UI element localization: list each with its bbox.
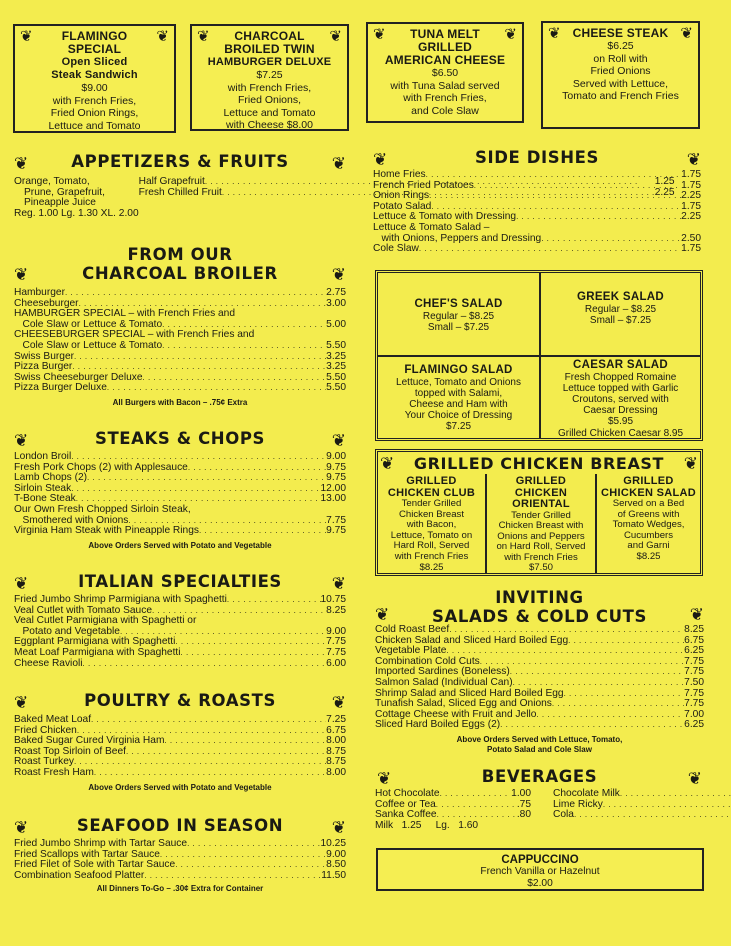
feature-title: BROILED TWIN bbox=[224, 42, 315, 56]
cold-cuts-section bbox=[375, 588, 704, 755]
feature-title: SPECIAL bbox=[67, 42, 122, 56]
cappuccino-line: French Vanilla or Hazelnut bbox=[480, 866, 600, 877]
feature-title: FLAMINGO bbox=[61, 29, 128, 43]
menu-item: Baked Meat Loaf . . . 7.25 bbox=[14, 715, 346, 726]
menu-item: Cheese Ravioli . . . 6.00 bbox=[14, 659, 346, 670]
appetizer-line: Prune, Grapefruit, bbox=[24, 186, 105, 198]
chef-salad: CHEF'S SALAD Regular – $8.25 Small – $7.25 bbox=[414, 298, 503, 333]
menu-item: Virginia Ham Steak with Pineapple Rings . . . 9.75 bbox=[14, 526, 346, 537]
feature-line: $7.25 bbox=[256, 69, 283, 81]
ornament-icon: ❦ bbox=[331, 693, 346, 712]
broiler-section bbox=[14, 245, 346, 408]
menu-item: Onion Rings . . . 2.25 bbox=[373, 191, 701, 202]
menu-item: Smothered with Onions . . . 7.75 bbox=[14, 516, 346, 527]
menu-item: Fried Filet of Sole with Tartar Sauce . . . 8.50 bbox=[14, 860, 346, 871]
appetizer-line: Reg. 1.00 Lg. 1.30 XL. 2.00 bbox=[14, 207, 139, 219]
section-note: Above Orders Served with Potato and Vegetable bbox=[88, 782, 272, 792]
ornament-icon: ❦ bbox=[14, 265, 29, 284]
menu-item: Pizza Burger . . . 3.25 bbox=[14, 362, 346, 373]
menu-item: with Onions, Peppers and Dressing . . . 2.50 bbox=[373, 234, 701, 245]
menu-item: Potato Salad . . . 1.75 bbox=[373, 202, 701, 213]
menu-item: Meat Loaf Parmigiana with Spaghetti . . . 7.75 bbox=[14, 648, 346, 659]
ornament-icon: ❦ bbox=[14, 693, 29, 712]
menu-item: Cola . . . bbox=[553, 810, 731, 821]
menu-item: Imported Sardines (Boneless) . . . 7.75 bbox=[375, 667, 704, 678]
side-dishes-section bbox=[373, 148, 701, 255]
ornament-icon: ❦ bbox=[373, 150, 388, 169]
beverages-section bbox=[375, 767, 704, 831]
menu-item: T-Bone Steak . . . 13.00 bbox=[14, 494, 346, 505]
section-title: FROM OUR bbox=[127, 245, 233, 264]
menu-item: Hamburger . . . 2.75 bbox=[14, 288, 346, 299]
section-title: ITALIAN SPECIALTIES bbox=[78, 572, 282, 591]
feature-title: GRILLED bbox=[417, 40, 473, 54]
menu-item: Sliced Hard Boiled Eggs (2) . . . 6.25 bbox=[375, 720, 704, 731]
menu-item: Swiss Burger . . . 3.25 bbox=[14, 352, 346, 363]
section-title: SIDE DISHES bbox=[474, 148, 600, 167]
milk-line: Milk 1.25 Lg. 1.60 bbox=[375, 819, 479, 831]
cappuccino-title: CAPPUCCINO bbox=[501, 854, 579, 866]
menu-item: CHEESEBURGER SPECIAL – with French Fries and bbox=[14, 329, 255, 341]
menu-item: Combination Seafood Platter . . . 11.50 bbox=[14, 871, 346, 882]
grid-divider bbox=[378, 355, 700, 357]
section-title: SALADS & COLD CUTS bbox=[432, 607, 647, 626]
ornament-icon: ❦ bbox=[377, 769, 392, 788]
menu-item: Tunafish Salad, Sliced Egg and Onions . . . 7.75 bbox=[375, 699, 704, 710]
ornament-icon: ❦ bbox=[331, 574, 346, 593]
menu-item: Combination Cold Cuts . . . 7.75 bbox=[375, 657, 704, 668]
feature-line: with Cheese $8.00 bbox=[226, 119, 313, 131]
section-title: POULTRY & ROASTS bbox=[84, 691, 276, 710]
menu-item: Lettuce & Tomato with Dressing . . . 2.25 bbox=[373, 212, 701, 223]
ornament-icon: ❦ bbox=[331, 431, 346, 450]
menu-item: Fresh Pork Chops (2) with Applesauce . . . 9.75 bbox=[14, 463, 346, 474]
menu-item: Hot Chocolate . . . 1.00 bbox=[375, 789, 531, 800]
menu-item: Home Fries . . . 1.75 bbox=[373, 170, 701, 181]
section-title: GRILLED CHICKEN BREAST bbox=[413, 454, 665, 473]
feature-line: $6.50 bbox=[431, 67, 459, 79]
menu-item: Roast Turkey . . . 8.75 bbox=[14, 757, 346, 768]
section-title: BEVERAGES bbox=[481, 767, 598, 786]
feature-line: with Tuna Salad served bbox=[390, 79, 500, 92]
ornament-icon: ❦ bbox=[680, 25, 693, 42]
menu-item: Potato and Vegetable . . . 9.00 bbox=[14, 627, 346, 638]
greek-salad: GREEK SALAD Regular – $8.25 Small – $7.25 bbox=[576, 291, 664, 326]
menu-item: Cole Slaw . . . 1.75 bbox=[373, 244, 701, 255]
menu-item: Cheeseburger . . . 3.00 bbox=[14, 299, 346, 310]
grilled-chicken-club: GRILLED CHICKEN CLUB Tender Grilled Chicken Breast with Bacon, Lettuce, Tomato on Hard Roll, Served with French Fries $8.25 bbox=[387, 475, 476, 573]
menu-item: Swiss Cheeseburger Deluxe . . . 5.50 bbox=[14, 373, 346, 384]
ornament-icon: ❦ bbox=[331, 265, 346, 284]
feature-title: CHARCOAL bbox=[234, 29, 305, 43]
ornament-icon: ❦ bbox=[331, 818, 346, 837]
grilled-chicken-oriental: GRILLED CHICKEN ORIENTAL Tender Grilled Chicken Breast with Onions and Peppers on Hard Roll, Served with French Fries $7.50 bbox=[496, 475, 586, 574]
section-title: STEAKS & CHOPS bbox=[94, 429, 266, 448]
menu-item: Shrimp Salad and Sliced Hard Boiled Egg . . . 7.75 bbox=[375, 689, 704, 700]
menu-item: Sanka Coffee . . . .80 bbox=[375, 810, 531, 821]
menu-item: Cottage Cheese with Fruit and Jello . . . 7.00 bbox=[375, 710, 704, 721]
menu-item: Fried Chicken . . . 6.75 bbox=[14, 726, 346, 737]
ornament-icon: ❦ bbox=[548, 25, 561, 42]
menu-item: London Broil . . . 9.00 bbox=[14, 452, 346, 463]
ornament-icon: ❦ bbox=[686, 150, 701, 169]
ornament-icon: ❦ bbox=[156, 28, 169, 45]
section-title: SEAFOOD IN SEASON bbox=[76, 816, 284, 835]
ornament-icon: ❦ bbox=[14, 818, 29, 837]
ornament-icon: ❦ bbox=[20, 28, 33, 45]
section-title: INVITING bbox=[495, 588, 584, 607]
menu-item: Sirloin Steak . . . 12.00 bbox=[14, 484, 346, 495]
ornament-icon: ❦ bbox=[687, 769, 702, 788]
feature-line: Lettuce and Tomato bbox=[48, 119, 141, 132]
menu-item: Lettuce & Tomato Salad – bbox=[373, 221, 490, 233]
section-note: Above Orders Served with Lettuce, Tomato, bbox=[456, 734, 623, 744]
feature-line: Served with Lettuce, bbox=[572, 77, 669, 90]
appetizer-line: Pineapple Juice bbox=[24, 197, 96, 209]
menu-item: Lamb Chops (2) . . . 9.75 bbox=[14, 473, 346, 484]
feature-title: CHEESE STEAK bbox=[572, 26, 669, 40]
menu-item: Cold Roast Beef . . . 8.25 bbox=[375, 625, 704, 636]
menu-item: Fried Jumbo Shrimp with Tartar Sauce . . . 10.25 bbox=[14, 839, 346, 850]
cappuccino-price: $2.00 bbox=[527, 878, 553, 889]
italian-section bbox=[14, 572, 346, 669]
ornament-icon: ❦ bbox=[329, 28, 342, 45]
menu-item: Fresh Chilled Fruit . . . 2.25 bbox=[139, 188, 675, 199]
menu-item: Eggplant Parmigiana with Spaghetti . . . 7.75 bbox=[14, 637, 346, 648]
menu-item: HAMBURGER SPECIAL – with French Fries and bbox=[14, 308, 235, 320]
flamingo-salad: FLAMINGO SALAD Lettuce, Tomato and Onions topped with Salami, Cheese and Ham with Your Choice of Dressing $7.25 bbox=[396, 364, 521, 433]
feature-box-tuna-melt bbox=[366, 22, 524, 123]
menu-item: Fried Scallops with Tartar Sauce . . . 9.00 bbox=[14, 850, 346, 861]
large-line bbox=[553, 821, 731, 832]
menu-item: French Fried Potatoes . . . 1.75 bbox=[373, 181, 701, 192]
ornament-icon: ❦ bbox=[504, 26, 517, 43]
menu-item: Veal Cutlet Parmigiana with Spaghetti or bbox=[14, 615, 197, 627]
menu-item: Veal Cutlet with Tomato Sauce . . . 8.25 bbox=[14, 606, 346, 617]
grilled-chicken-box bbox=[375, 449, 703, 576]
feature-title: Steak Sandwich bbox=[51, 69, 138, 81]
menu-item: Roast Top Sirloin of Beef . . . 8.75 bbox=[14, 747, 346, 758]
cappuccino-box bbox=[376, 848, 704, 891]
ornament-icon: ❦ bbox=[14, 154, 29, 173]
menu-item: Baked Sugar Cured Virginia Ham . . . 8.00 bbox=[14, 736, 346, 747]
feature-title: HAMBURGER DELUXE bbox=[207, 56, 332, 68]
menu-item: Half Grapefruit . . . 1.25 bbox=[139, 177, 675, 188]
feature-title: TUNA MELT bbox=[410, 27, 480, 41]
menu-item: Vegetable Plate . . . 6.25 bbox=[375, 646, 704, 657]
seafood-section bbox=[14, 816, 346, 894]
menu-item: Cole Slaw or Lettuce & Tomato . . . 5.50 bbox=[14, 341, 346, 352]
feature-line: Tomato and French Fries bbox=[562, 90, 679, 102]
feature-line: $6.25 bbox=[607, 40, 634, 52]
feature-line: with French Fries, bbox=[227, 81, 312, 94]
appetizer-line: Orange, Tomato, bbox=[14, 176, 90, 187]
menu-item: Cole Slaw or Lettuce & Tomato . . . 5.00 bbox=[14, 320, 346, 331]
ornament-icon: ❦ bbox=[689, 605, 704, 624]
feature-line: Lettuce and Tomato bbox=[223, 106, 316, 119]
feature-title: AMERICAN CHEESE bbox=[384, 53, 506, 67]
feature-line: Fried Onions bbox=[590, 65, 651, 77]
section-note: All Dinners To-Go – .30¢ Extra for Container bbox=[96, 884, 264, 894]
ornament-icon: ❦ bbox=[380, 454, 395, 473]
caesar-salad: CAESAR SALAD Fresh Chopped Romaine Lettuce topped with Garlic Croutons, served with Caesar Dressing $5.95 Grilled Chicken Caesar 8.95 bbox=[557, 359, 684, 439]
menu-item: Chicken Salad and Sliced Hard Boiled Egg . . . 6.75 bbox=[375, 636, 704, 647]
feature-title: Open Sliced bbox=[61, 56, 128, 68]
menu-item: Lime Ricky . . . bbox=[553, 800, 731, 811]
feature-line: and Cole Slaw bbox=[411, 104, 479, 117]
menu-item: Our Own Fresh Chopped Sirloin Steak, bbox=[14, 503, 191, 515]
salads-grid bbox=[375, 270, 703, 441]
menu-item: Coffee or Tea . . . .75 bbox=[375, 800, 531, 811]
ornament-icon: ❦ bbox=[14, 574, 29, 593]
feature-line: $9.00 bbox=[81, 82, 108, 94]
section-note: All Burgers with Bacon – .75¢ Extra bbox=[112, 397, 248, 407]
section-note: Above Orders Served with Potato and Vegetable bbox=[88, 540, 272, 550]
ornament-icon: ❦ bbox=[197, 28, 210, 45]
feature-box-twin-hamburger bbox=[190, 24, 349, 131]
section-note: Potato Salad and Cole Slaw bbox=[487, 744, 592, 754]
feature-line: on Roll with bbox=[593, 52, 648, 65]
ornament-icon: ❦ bbox=[683, 454, 698, 473]
feature-line: with French Fries, bbox=[52, 94, 137, 107]
menu-item: Roast Fresh Ham . . . 8.00 bbox=[14, 768, 346, 779]
feature-line: with French Fries, bbox=[403, 92, 487, 104]
menu-item: Salmon Salad (Individual Can) . . . 7.50 bbox=[375, 678, 704, 689]
grilled-chicken-salad: GRILLED CHICKEN SALAD Served on a Bed of Greens with Tomato Wedges, Cucumbers and Garni $8.25 bbox=[601, 475, 696, 562]
ornament-icon: ❦ bbox=[375, 605, 390, 624]
steaks-section bbox=[14, 429, 346, 551]
menu-item: Fried Jumbo Shrimp Parmigiana with Spaghetti . . . 10.75 bbox=[14, 595, 346, 606]
feature-line: Fried Onion Rings, bbox=[50, 107, 139, 119]
menu-item: Chocolate Milk . . . bbox=[553, 789, 731, 800]
feature-line: Fried Onions, bbox=[237, 94, 302, 106]
section-title: APPETIZERS & FRUITS bbox=[71, 152, 289, 171]
menu-item: Pizza Burger Deluxe . . . 5.50 bbox=[14, 383, 346, 394]
feature-box-flamingo-special bbox=[13, 24, 176, 133]
poultry-section bbox=[14, 691, 346, 793]
section-title: CHARCOAL BROILER bbox=[82, 264, 278, 283]
ornament-icon: ❦ bbox=[14, 431, 29, 450]
ornament-icon: ❦ bbox=[373, 26, 386, 43]
feature-box-cheese-steak bbox=[541, 21, 700, 129]
ornament-icon: ❦ bbox=[331, 154, 346, 173]
